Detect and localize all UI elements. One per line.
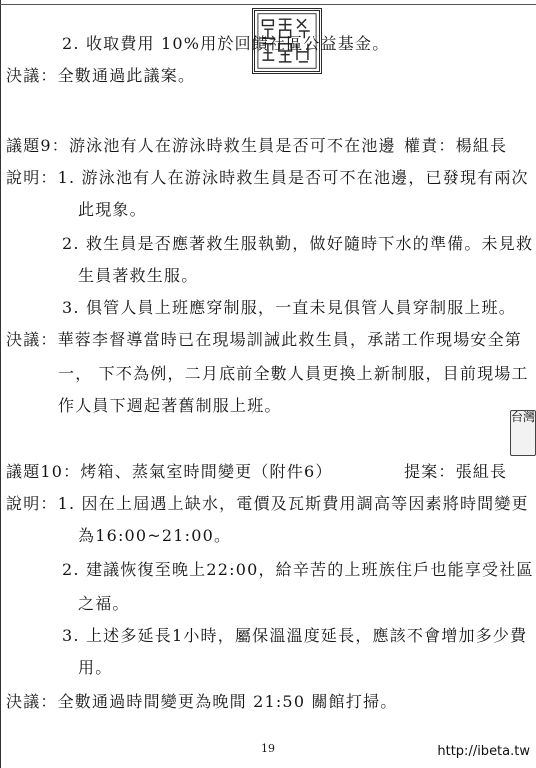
resolution-10: 決議：全數通過時間變更為晚間 21:50 關館打掃。 [6,692,398,711]
explanation-10-3-cont: 用。 [78,658,113,677]
agenda-9-title: 議題9：游泳池有人在游泳時救生員是否可不在池邊 [6,136,396,155]
watermark-url: http://ibeta.tw [437,744,530,759]
top-rule [0,4,536,5]
explanation-9-3: 3. 俱管人員上班應穿制服，一直未見俱管人員穿制服上班。 [62,298,516,317]
explanation-9-2-cont: 生員著救生服。 [78,266,199,285]
explanation-10-1-cont: 為16:00~21:00。 [78,526,232,545]
explanation-10-2-cont: 之福。 [78,594,130,613]
agenda-9-title-row [6,136,526,156]
explanation-9-2: 2. 救生員是否應著救生服執勤，做好隨時下水的準備。未見救 [62,234,534,253]
explanation-10-3: 3. 上述多延長1小時，屬保溫溫度延長，應該不會增加多少費 [62,626,528,645]
resolution-9-cont-1: 一， 下不為例，二月底前全數人員更換上新制服，目前現場工 [58,364,529,383]
agenda-10-proposer: 提案：張組長 [404,462,508,481]
resolution-heading-1: 決議：全數通過此議案。 [6,66,196,85]
explanation-10-1: 說明：1. 因在上屆遇上缺水，電價及瓦斯費用調高等因素將時間變更 [6,494,529,513]
explanation-9-1: 說明：1. 游泳池有人在游泳時救生員是否可不在池邊，已發現有兩次 [6,168,529,187]
agenda-9-owner: 權責：楊組長 [404,136,508,155]
item-2-fee-usage: 2. 收取費用 10%用於回饋社區公益基金。 [62,34,390,53]
side-index-tab: 台灣 [510,410,536,456]
agenda-10-title-row [6,462,526,482]
agenda-10-title: 議題10：烤箱、蒸氣室時間變更（附件6） [6,462,333,481]
resolution-9: 決議：華蓉李督導當時已在現場訓誡此救生員，承諾工作現場安全第 [6,330,523,349]
explanation-9-1-cont: 此現象。 [78,200,147,219]
explanation-10-2: 2. 建議恢復至晚上22:00，給辛苦的上班族住戶也能享受社區 [62,560,534,579]
page-number: 19 [261,742,275,755]
resolution-9-cont-2: 作人員下週起著舊制服上班。 [58,396,282,415]
